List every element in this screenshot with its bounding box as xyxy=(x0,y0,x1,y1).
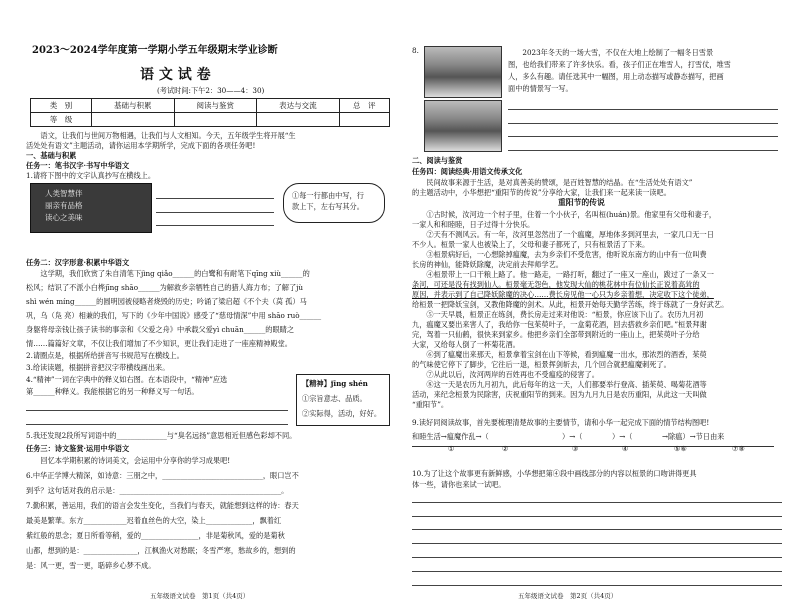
flow-paragraph-number: ③ xyxy=(572,444,579,453)
grade-cell[interactable] xyxy=(339,113,389,127)
flow-paragraph-number: ④ xyxy=(622,444,629,453)
story-line: 活动，来纪念桓景为民除害，庆祝重阳节的到来。因为九月九日是农历重阳，从此这一天叫做 xyxy=(412,390,707,399)
copy-answer-lines[interactable] xyxy=(156,185,274,226)
story-line: ⑤一天早晨，桓景正在练剑，费长房走过来对他说：“桓景，你应该下山了。农历九月初 xyxy=(412,310,704,319)
question-8-answer-lines[interactable] xyxy=(508,96,778,151)
plot-flow-diagram xyxy=(412,430,782,454)
story-line: 给桓景一把降妖宝剑，又教他降魔的剑术。从此，桓景开始每天勤学苦练，终于练就了一身好武艺。 xyxy=(412,300,729,309)
intro-line-2: 活处处有语文”主题活动，请你运用本学期所学，完成下面的各项任务吧! xyxy=(26,141,256,150)
question-10: 10.为了让这个故事更有新鲜感，小华想把第④段中画线部分的内容以桓景的口吻讲得更具 xyxy=(412,469,697,478)
task-heading-1: 任务一：笔书汉字·书写中华语文 xyxy=(26,161,130,170)
calligraphy-line: 丽亲有品格 xyxy=(45,201,83,210)
flow-paragraph-number: ① xyxy=(448,444,455,453)
story-title: 重阳节的传说 xyxy=(558,198,605,207)
question-8-line: 图，也给我们带来了许多快乐。看，孩子们正在堆雪人，打雪仗，堆雪 xyxy=(508,60,731,69)
right-page xyxy=(398,0,794,613)
story-line: ⑦从此以后，汝河两岸的百姓再也不受瘟疫的侵害了。 xyxy=(412,370,599,379)
grade-cell[interactable] xyxy=(174,113,257,127)
question-7-line: 紫红般的思念；夏日所看等稍，爱的________________，非是菊秋风，爱的是菊秋 xyxy=(26,531,285,540)
question-8-line: 人，多么有趣。请任选其中一幅图，用上动态描写或静态描写，把画 xyxy=(508,72,724,81)
story-line: ③桓景病好后，一心想除掉瘟魔，去为乡亲们不受危害，他听说东南方的山中有一位叫费 xyxy=(412,250,707,259)
story-line: 九，瘟魔又要出来害人了，我给你一包茱萸叶子，一盒菊花酒，回去搭救乡亲们吧。”桓景拜谢 xyxy=(412,320,707,329)
story-line: ⑧这一天是农历九月初九，此后每年的这一天，人们都要举行登高、插茱萸、喝菊花酒等 xyxy=(412,380,707,389)
question-8-number: 8. xyxy=(412,46,419,55)
table-header-cell: 基础与积累 xyxy=(92,99,175,113)
story-line: “重阳节”。 xyxy=(412,400,449,409)
flow-axis-line xyxy=(412,446,774,447)
question-6: 6.中华正学博大精深，如诗意：三朋之中，____________________________，眼口岂不 xyxy=(26,471,299,480)
paragraph-line: 这学期，我们欣赏了朱自清笔下jìng qiǎo______的白鹭和有耐笔下qīng xiù______的 xyxy=(26,269,310,278)
story-line: 一家人和和睦睦，日子过得十分快乐。 xyxy=(412,220,535,229)
calligraphy-image xyxy=(30,183,152,233)
paragraph-line: shì wén míng______的圆明园被侵略者烧毁的历史；吟诵了梁启超《不个夫（莴 孤）马 xyxy=(26,297,307,306)
bubble-line: 款上下，左右写其分。 xyxy=(292,202,364,211)
reading-intro-line: 民间故事来源于生活，是对真善美的赞颂，是百姓智慧的结晶。在“生活处处有语文” xyxy=(412,178,693,187)
flow-step: 和睦生活→瘟魔作乱→（ xyxy=(412,432,489,441)
question-7-line: 山都，想到的是：_______________，江枫渔火对愁眠；冬雪严寒，愁故乡的，想到的 xyxy=(26,546,296,555)
paragraph-line: 回忆本学期积累的诗词美文，会运用中分享你的学习成果吧! xyxy=(26,456,231,465)
story-line: ①古时候，汝河边一个村子里，住着一个小伙子，名叫桓(huán)景。他家里有父母和妻子， xyxy=(412,210,717,219)
table-header-cell: 表达与交流 xyxy=(257,99,340,113)
question-7-line: 是：风一更，雪一更，聒碎乡心梦不成。 xyxy=(26,561,156,570)
story-line: 完，驾着一只仙鹤，很快来到家乡。他把乡亲们全部带到附近的一座山上，把茱萸叶子分给 xyxy=(412,330,700,339)
question-3: 3.给读读题，根据拼音把汉字带横线画出来。 xyxy=(26,363,170,372)
exam-header-title: 2023～2024学年度第一学期小学五年级期末学业诊断 xyxy=(32,45,278,56)
dictionary-headword: 【精神】jīng shén xyxy=(302,379,368,388)
table-row-label: 等 级 xyxy=(31,113,92,127)
story-line: ②天有不测风云。有一年，汝河里忽然出了一个瘟魔，厚地体多到河里去，一家几口无一日 xyxy=(412,230,714,239)
score-table xyxy=(30,98,390,127)
grade-cell[interactable] xyxy=(257,113,340,127)
exam-time: (考试时间:下午2：30——4：30) xyxy=(157,86,265,95)
paragraph-line: 情……篇篇好文章，不仅让我们增加了不少知识，更让我们走进了一座座精神殿堂。 xyxy=(26,339,292,348)
flow-paragraph-number: ⑦⑧ xyxy=(732,444,745,453)
dictionary-sense: ①宗旨意志、品质。 xyxy=(302,394,367,403)
question-10-continued: 体一些，请你也来试一试吧。 xyxy=(412,480,506,489)
question-4-answer-lines[interactable] xyxy=(26,397,288,425)
story-line: 长房的神仙，能降妖除魔，决定前去拜师学艺。 xyxy=(412,260,563,269)
bubble-line: ①每一行都由中写，行 xyxy=(292,191,364,200)
paragraph-line: 巩，乌（凫 亮）相兼的我们，写下的《少年中国说》感受了“慈母情深”中用 shāo ruò______ xyxy=(26,311,322,320)
snow-photo xyxy=(424,100,502,152)
story-body xyxy=(412,210,728,410)
intro-line-1: 语文，让我们与世间万物相遇，让我们与人文相知。今天，五年级学生将开展“生 xyxy=(26,131,296,140)
table-header-cell: 总 评 xyxy=(339,99,389,113)
speech-bubble xyxy=(283,183,385,223)
story-line-underlined: 原因，并表示到了自己降妖除魔的决心……费长房见他一心只为乡亲着想，决定收下这个徒弟， xyxy=(412,290,714,299)
flow-step: ）→（ xyxy=(612,432,633,441)
story-line: ⑥到了瘟魔出来那天，桓景拿着宝剑在山下等候，看到瘟魔一出水，那浓烈的酒香，茱萸 xyxy=(412,350,707,359)
story-line: 大家，又给每人倒了一杯菊花酒。 xyxy=(412,340,520,349)
paragraph-line: 松风；结识了不派小白桦jīng shāo______为解救乡亲牺牲自己的猎人海力布；了解了jù xyxy=(26,283,304,292)
question-4: 4.“精神”一词在字典中的释义如右图。在本语段中，“精神”应选 xyxy=(26,375,228,384)
page-footer: 五年级语文试卷 第1页（共4页） xyxy=(150,592,250,600)
story-line: ④桓景带上一口干粮上路了。他一路走，一路打听，翻过了一座又一座山，跋过了一条又一 xyxy=(412,270,714,279)
dictionary-box xyxy=(296,374,390,426)
flow-step: →除瘟）→节日由来 xyxy=(662,432,725,441)
dictionary-sense: ②实际得，活动，好好。 xyxy=(302,409,382,418)
flow-paragraph-number: ⑤⑥ xyxy=(674,444,687,453)
table-header-cell: 阅读与鉴赏 xyxy=(174,99,257,113)
question-7-line: 最美是繁華。东方____________迟着血丝色的大空，染上_____________，飘着红 xyxy=(26,516,282,525)
question-8-line: 2023年冬天的一场大雪，不仅在大地上绘制了一幅冬日雪景 xyxy=(508,48,714,57)
question-1: 1.请将下图中的文字认真抄写在横线上。 xyxy=(26,171,156,180)
question-2: 2.请圈点是，根据所给拼音写书规范写在横线上。 xyxy=(26,351,184,360)
section-heading-1: 一、基础与积累 xyxy=(26,151,77,160)
question-5: 5.我还发现2段所写词语中的______________与“臭名远扬”意思相近但感色彩却不同。 xyxy=(26,431,297,440)
task-heading-4: 任务四：阅读经典·用语文传承文化 xyxy=(412,167,523,176)
task-heading-2: 任务二：汉字形意·积累中华语文 xyxy=(26,258,130,267)
question-8-line: 面中的情景写一写。 xyxy=(508,84,573,93)
question-7: 7.勤积累，善运用，我们的语言会发生变化，当我们与春天，就能想到这样的诗：春天 xyxy=(26,501,299,510)
snow-photo xyxy=(424,46,502,98)
calligraphy-line: 人类智慧伴 xyxy=(45,189,83,198)
question-10-answer-lines[interactable] xyxy=(412,489,782,586)
task-heading-3: 任务三：诗文鉴赏·运用中华语文 xyxy=(26,444,130,453)
flow-step: ）→（ xyxy=(562,432,583,441)
flow-paragraph-number: ② xyxy=(502,444,509,453)
question-6-continued: 到乎？这句话对我的启示是：_____________________________________________。 xyxy=(26,486,289,495)
subject-title: 语 文 试 卷 xyxy=(140,67,211,83)
story-line: 不少人。桓景一家人也被染上了，父母和妻子都死了，只有桓景活了下来。 xyxy=(412,240,650,249)
story-line-underlined: 条河，可还是没有找到仙人。桓景毫无怨色，他发现大仙的桃花林中有位仙长正说着高耸的 xyxy=(412,280,700,289)
grade-cell[interactable] xyxy=(92,113,175,127)
question-9: 9.读好同阅读故事，首先要梳理清楚故事的主要情节，请和小华一起完成下面的情节结构图吧! xyxy=(412,418,710,427)
page-footer: 五年级语文试卷 第2页（共4页） xyxy=(518,592,618,600)
story-line: 的气味使它停下了脚步，它往后一退，桓景挥剑斩去，几个回合就把瘟魔刺死了。 xyxy=(412,360,671,369)
table-header-cell: 类 别 xyxy=(31,99,92,113)
calligraphy-line: 读心之美味 xyxy=(45,213,83,222)
section-heading-2: 二、阅读与鉴赏 xyxy=(412,156,463,165)
question-4-answer-prompt: 第______种释义。我能根据它的另一种释义写一句话。 xyxy=(26,387,199,396)
reading-intro-line: 的主题活动中，小华想把“重阳节的传说”分享给大家，让我们来一起来读一读吧。 xyxy=(412,188,671,197)
paragraph-line: 身躯将母亲钱让孩子读书的事亲和《父爱之舟》中承载父爱yì chuān______的眼睛之 xyxy=(26,325,295,334)
